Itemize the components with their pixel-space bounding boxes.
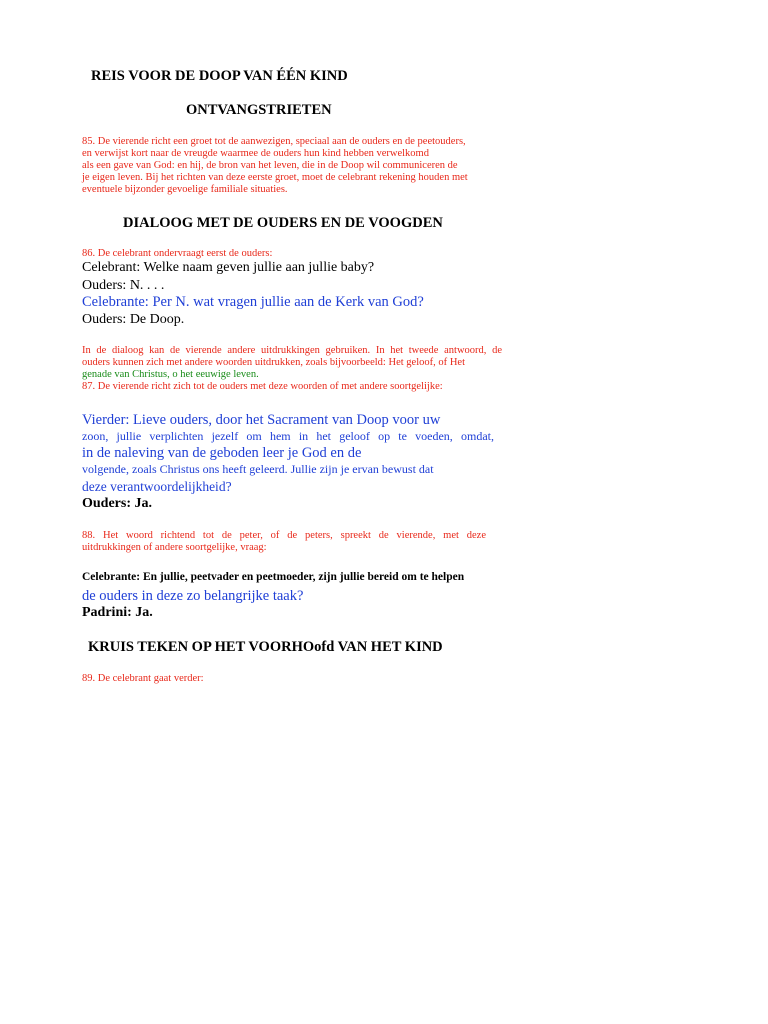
- dialog-note-line: ouders kunnen zich met andere woorden uitdrukken, zoals bijvoorbeeld: Het geloof, of Het: [82, 357, 465, 368]
- parents-answer-baptism: Ouders: De Doop.: [82, 312, 185, 327]
- celebrant-address-line: deze verantwoordelijkheid?: [82, 479, 232, 494]
- celebrant-address-line: in de naleving van de geboden leer je God en de: [82, 445, 362, 461]
- instruction-87: 87. De vierende richt zich tot de ouders met deze woorden of met andere soortgelijke:: [82, 381, 443, 392]
- dialog-note-line: In de dialoog kan de vierende andere uitdrukkingen gebruiken. In het tweede antwoord, de: [82, 345, 502, 356]
- godparents-answer-yes: Padrini: Ja.: [82, 605, 153, 620]
- intro-line: en verwijst kort naar de vreugde waarmee de ouders hun kind hebben verwelkomd: [82, 148, 429, 159]
- instruction-86: 86. De celebrant ondervraagt eerst de ouders:: [82, 248, 273, 259]
- celebrant-question-request: Celebrante: Per N. wat vragen jullie aan de Kerk van God?: [82, 294, 424, 310]
- intro-line: je eigen leven. Bij het richten van deze eerste groet, moet de celebrant rekening houden met: [82, 172, 468, 183]
- instruction-88: 88. Het woord richtend tot de peter, of de peters, spreekt de vierende, met deze: [82, 530, 486, 541]
- section-heading-dialog: DIALOOG MET DE OUDERS EN DE VOOGDEN: [123, 215, 443, 231]
- parents-answer-yes: Ouders: Ja.: [82, 496, 152, 511]
- instruction-88: uitdrukkingen of andere soortgelijke, vraag:: [82, 542, 267, 553]
- intro-line: als een gave van God: en hij, de bron van het leven, die in de Doop wil communiceren de: [82, 160, 458, 171]
- intro-line: 85. De vierende richt een groet tot de aanwezigen, speciaal aan de ouders en de peetouders,: [82, 136, 466, 147]
- celebrant-question-godparents: Celebrante: En jullie, peetvader en peetmoeder, zijn jullie bereid om te helpen: [82, 571, 465, 583]
- celebrant-address-line: Vierder: Lieve ouders, door het Sacrament van Doop voor uw: [82, 412, 441, 428]
- celebrant-address-line: zoon, jullie verplichten jezelf om hem in het geloof op te voeden, omdat,: [82, 429, 494, 443]
- document-subtitle: ONTVANGSTRIETEN: [186, 102, 332, 118]
- parents-answer-name: Ouders: N. . . .: [82, 278, 165, 293]
- celebrant-question-godparents: de ouders in deze zo belangrijke taak?: [82, 588, 304, 604]
- intro-line: eventuele bijzonder gevoelige familiale situaties.: [82, 184, 288, 195]
- section-heading-cross: KRUIS TEKEN OP HET VOORHOofd VAN HET KIND: [88, 639, 443, 655]
- dialog-note-line: genade van Christus, o het eeuwige leven.: [82, 369, 259, 380]
- celebrant-address-line: volgende, zoals Christus ons heeft geleerd. Jullie zijn je ervan bewust dat: [82, 462, 434, 476]
- document-title: REIS VOOR DE DOOP VAN ÉÉN KIND: [91, 68, 348, 84]
- celebrant-question-name: Celebrant: Welke naam geven jullie aan jullie baby?: [82, 260, 375, 275]
- instruction-89: 89. De celebrant gaat verder:: [82, 673, 204, 684]
